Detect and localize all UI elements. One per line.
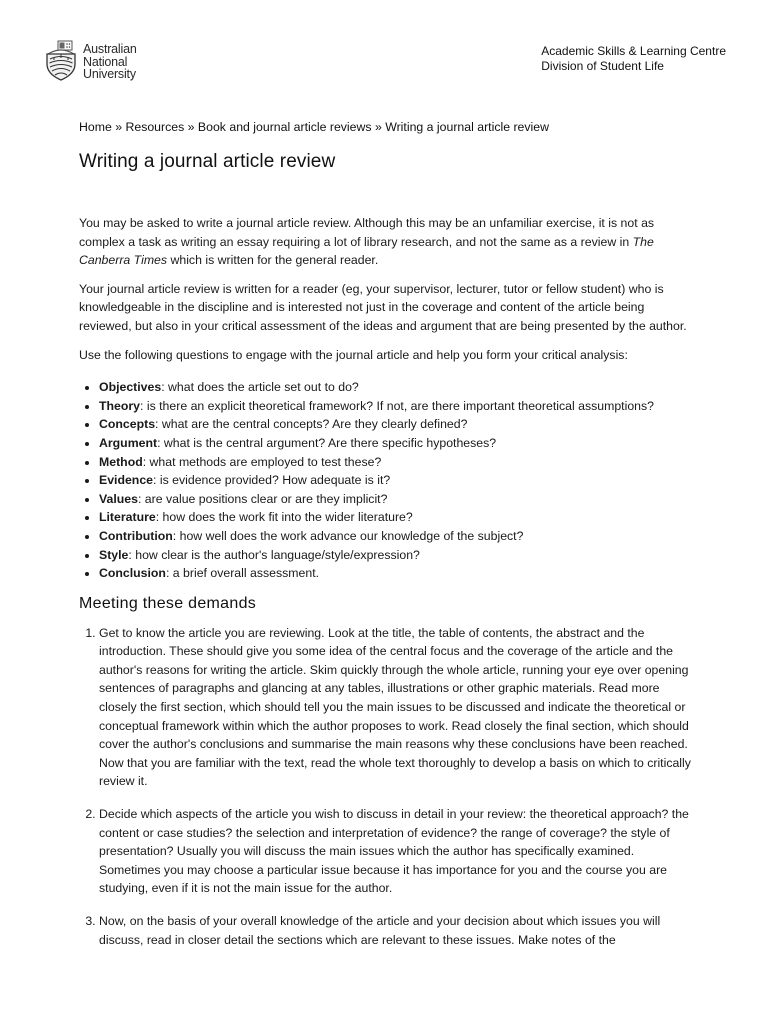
anu-crest-icon <box>44 40 78 82</box>
list-item: 2. Decide which aspects of the article you wish to discuss in detail in your review: the theoretical approach? the content or case studies? the selection and interpretation of evidence? the range of coverage? the style of presentation? Usually you will discuss the main issues which the author has specifically examined. Sometimes you may choose a particular issue because it has importance for you and the course you are studying, even if it is not the main issue for the author. <box>99 805 693 898</box>
list-item: • Method: what methods are employed to test these? <box>99 453 693 472</box>
list-item: • Contribution: how well does the work advance our knowledge of the subject? <box>99 527 693 546</box>
list-item: 3. Now, on the basis of your overall knowledge of the article and your decision about which issues you will discuss, read in closer detail the sections which are relevant to these issues. Make notes of the <box>99 912 693 949</box>
list-item: • Theory: is there an explicit theoretical framework? If not, are there important theoretical assumptions? <box>99 397 693 416</box>
list-item: • Literature: how does the work fit into the wider literature? <box>99 508 693 527</box>
newspaper-name: The Canberra Times <box>79 234 654 268</box>
list-item: • Conclusion: a brief overall assessment. <box>99 564 693 583</box>
intro-section <box>79 214 693 364</box>
anu-logo[interactable] <box>44 40 137 82</box>
university-name: Australian National University <box>83 42 137 81</box>
section-heading: Meeting these demands <box>79 594 257 612</box>
list-item: • Objectives: what does the article set out to do? <box>99 378 693 397</box>
division-name[interactable]: Division of Student Life <box>541 59 664 73</box>
page-title: Writing a journal article review <box>79 151 336 172</box>
list-item: • Evidence: is evidence provided? How adequate is it? <box>99 471 693 490</box>
main-content <box>79 119 693 963</box>
steps-list <box>79 624 693 950</box>
list-item: • Argument: what is the central argument? Are there specific hypotheses? <box>99 434 693 453</box>
list-item: • Values: are value positions clear or are they implicit? <box>99 490 693 509</box>
critical-questions-list <box>79 378 693 583</box>
department-name[interactable]: Academic Skills & Learning Centre <box>541 44 726 58</box>
intro-paragraph-2: Your journal article review is written for a reader (eg, your supervisor, lecturer, tutor or fellow student) who is knowledgeable in the discipline and is interested not just in the coverage and content of the article being reviewed, but also in your critical assessment of the ideas and argument that are being presented by the author. <box>79 281 687 333</box>
list-item: 1. Get to know the article you are reviewing. Look at the title, the table of contents, the abstract and the introduction. These should give you some idea of the central focus and the coverage of the article and the author's reasons for writing the article. Skim quickly through the whole article, running your eye over opening sentences of paragraphs and glancing at any tables, illustrations or other graphic materials. Read more closely the first section, which should tell you the main issues to be discussed and indicate the theoretical or conceptual framework within which the author proposes to work. Read closely the final section, which should cover the author's conclusions and summarise the main reasons why these conclusions have been reached. Now that you are familiar with the text, read the whole text thoroughly to develop a basis on which to critically review it. <box>99 624 693 791</box>
list-item: • Concepts: what are the central concepts? Are they clearly defined? <box>99 415 693 434</box>
list-item: • Style: how clear is the author's language/style/expression? <box>99 546 693 565</box>
intro-paragraph-3: Use the following questions to engage with the journal article and help you form your critical analysis: <box>79 347 628 362</box>
breadcrumb[interactable]: Home » Resources » Book and journal article reviews » Writing a journal article review <box>79 120 549 134</box>
page-header <box>0 0 768 100</box>
department-info <box>541 44 726 74</box>
intro-paragraph-1: You may be asked to write a journal article review. Although this may be an unfamiliar exercise, it is not as complex a task as writing an essay requiring a lot of library research, and not the same as a review in The Canberra Times which is written for the general reader. <box>79 216 655 268</box>
